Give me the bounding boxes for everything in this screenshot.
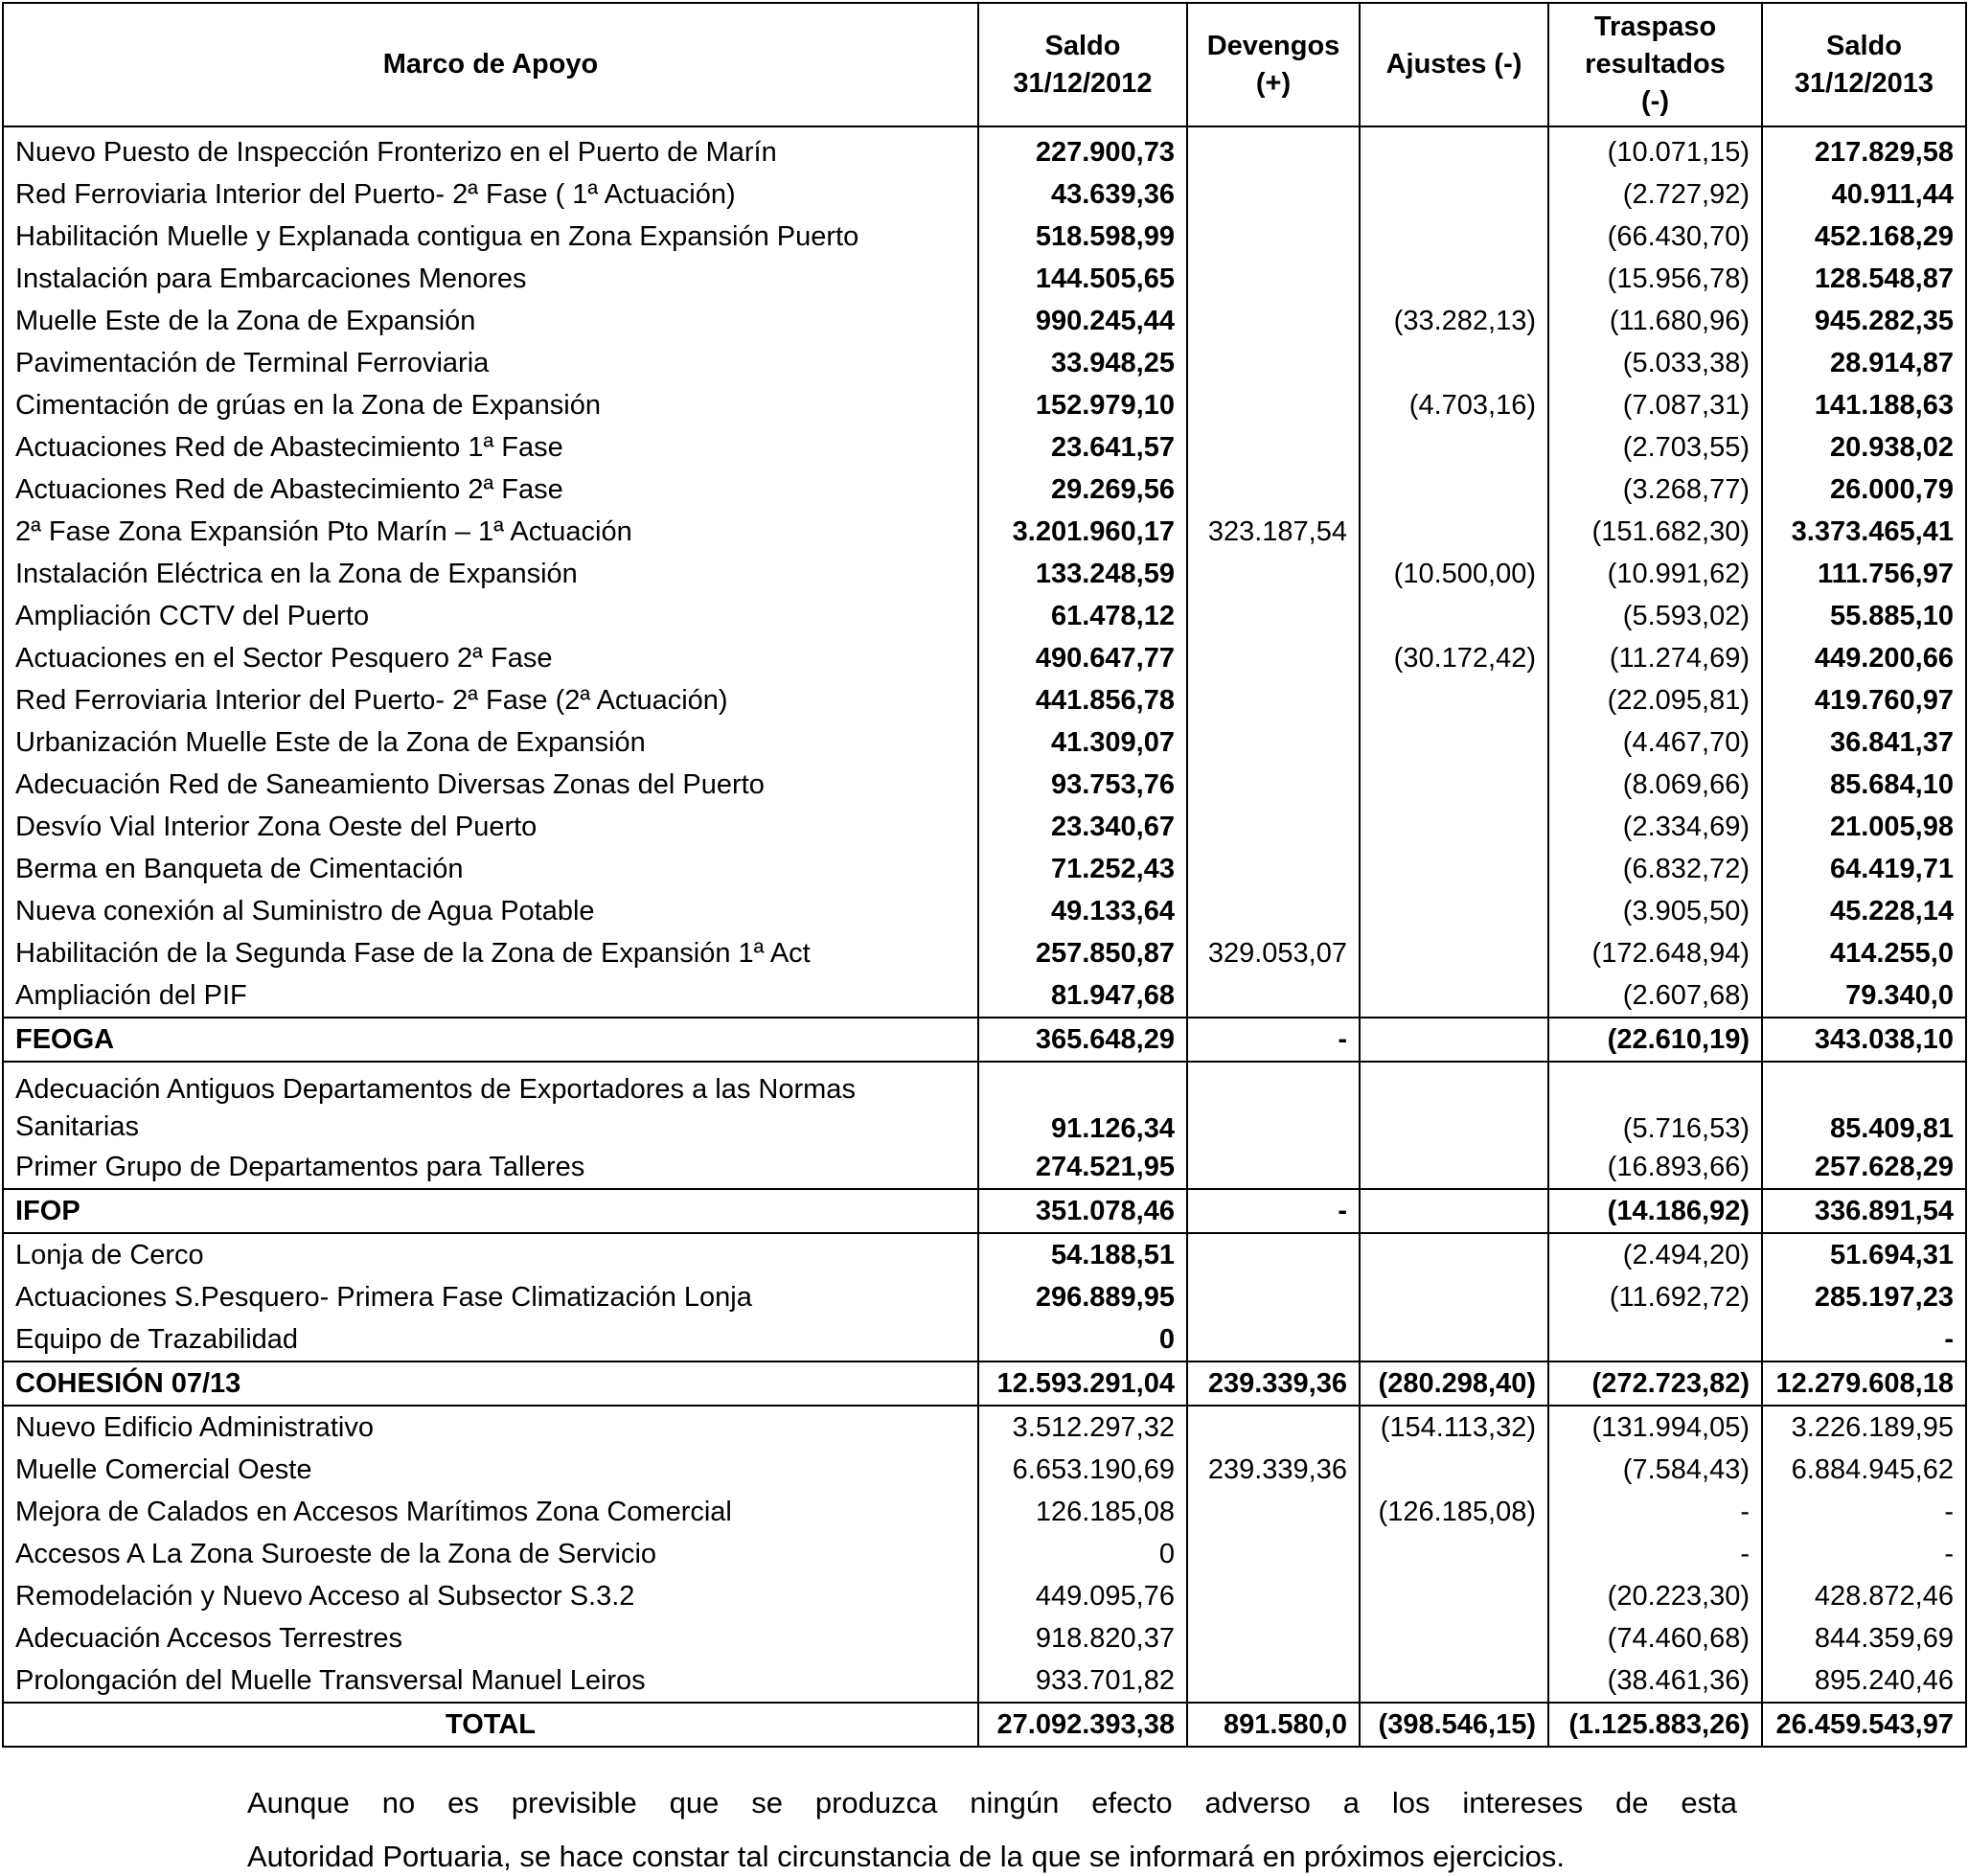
table-row bbox=[3, 764, 1966, 806]
table-row bbox=[3, 679, 1966, 721]
table-row bbox=[3, 974, 1966, 1018]
cell-traspaso: (131.994,05) bbox=[1548, 1406, 1762, 1449]
table-row bbox=[3, 553, 1966, 595]
cell-traspaso: - bbox=[1548, 1533, 1762, 1575]
cell-devengos bbox=[1187, 1575, 1360, 1617]
cell-saldo-2013: 85.684,10 bbox=[1762, 764, 1966, 806]
cell-traspaso: (14.186,92) bbox=[1548, 1189, 1762, 1233]
cell-devengos: 891.580,0 bbox=[1187, 1703, 1360, 1747]
cell-saldo-2012: 23.340,67 bbox=[978, 806, 1187, 848]
table-row bbox=[3, 637, 1966, 679]
cell-saldo-2012: 296.889,95 bbox=[978, 1276, 1187, 1318]
cell-saldo-2012: 23.641,57 bbox=[978, 426, 1187, 469]
cell-devengos bbox=[1187, 553, 1360, 595]
cell-devengos bbox=[1187, 126, 1360, 173]
cell-ajustes: (33.282,13) bbox=[1360, 300, 1548, 342]
cell-traspaso: (38.461,36) bbox=[1548, 1659, 1762, 1703]
cell-devengos bbox=[1187, 1062, 1360, 1146]
cell-saldo-2012: 933.701,82 bbox=[978, 1659, 1187, 1703]
cell-marco: Cimentación de grúas en la Zona de Expansión bbox=[3, 384, 978, 426]
cell-saldo-2013: 414.255,0 bbox=[1762, 932, 1966, 974]
header-saldo-2013-line2: 31/12/2013 bbox=[1794, 67, 1934, 99]
cell-saldo-2013: 79.340,0 bbox=[1762, 974, 1966, 1018]
cell-traspaso: (2.334,69) bbox=[1548, 806, 1762, 848]
cell-ajustes bbox=[1360, 932, 1548, 974]
cell-traspaso: (2.703,55) bbox=[1548, 426, 1762, 469]
cell-marco: Desvío Vial Interior Zona Oeste del Puerto bbox=[3, 806, 978, 848]
header-ajustes bbox=[1360, 3, 1548, 126]
cell-saldo-2013: 20.938,02 bbox=[1762, 426, 1966, 469]
cell-saldo-2012: 133.248,59 bbox=[978, 553, 1187, 595]
cell-traspaso: (6.832,72) bbox=[1548, 848, 1762, 890]
cell-marco: Ampliación CCTV del Puerto bbox=[3, 595, 978, 637]
cell-saldo-2013: 6.884.945,62 bbox=[1762, 1449, 1966, 1491]
cell-saldo-2012: 29.269,56 bbox=[978, 469, 1187, 511]
table-row bbox=[3, 1491, 1966, 1533]
cell-ajustes bbox=[1360, 126, 1548, 173]
cell-devengos bbox=[1187, 258, 1360, 300]
cell-saldo-2012: 144.505,65 bbox=[978, 258, 1187, 300]
cell-saldo-2013: 3.226.189,95 bbox=[1762, 1406, 1966, 1449]
cell-saldo-2012: 71.252,43 bbox=[978, 848, 1187, 890]
cell-devengos bbox=[1187, 721, 1360, 764]
cell-saldo-2013: 51.694,31 bbox=[1762, 1233, 1966, 1276]
cell-marco: Lonja de Cerco bbox=[3, 1233, 978, 1276]
cell-saldo-2012: 41.309,07 bbox=[978, 721, 1187, 764]
cell-devengos bbox=[1187, 806, 1360, 848]
cell-ajustes: (4.703,16) bbox=[1360, 384, 1548, 426]
cell-marco: Muelle Comercial Oeste bbox=[3, 1449, 978, 1491]
cell-saldo-2013: 343.038,10 bbox=[1762, 1018, 1966, 1062]
cell-devengos bbox=[1187, 848, 1360, 890]
cell-traspaso: (22.610,19) bbox=[1548, 1018, 1762, 1062]
cell-marco: COHESIÓN 07/13 bbox=[3, 1361, 978, 1406]
cell-marco: Red Ferroviaria Interior del Puerto- 2ª Fase (2ª Actuación) bbox=[3, 679, 978, 721]
cell-saldo-2012: 93.753,76 bbox=[978, 764, 1187, 806]
cell-saldo-2013: 28.914,87 bbox=[1762, 342, 1966, 384]
cell-devengos bbox=[1187, 216, 1360, 258]
cell-saldo-2012: 33.948,25 bbox=[978, 342, 1187, 384]
cell-traspaso: - bbox=[1548, 1491, 1762, 1533]
cell-saldo-2012: 518.598,99 bbox=[978, 216, 1187, 258]
cell-saldo-2012: 449.095,76 bbox=[978, 1575, 1187, 1617]
cell-saldo-2013: 21.005,98 bbox=[1762, 806, 1966, 848]
cell-saldo-2012: 81.947,68 bbox=[978, 974, 1187, 1018]
table-row bbox=[3, 1533, 1966, 1575]
cell-marco: Accesos A La Zona Suroeste de la Zona de Servicio bbox=[3, 1533, 978, 1575]
cell-marco: Habilitación Muelle y Explanada contigua en Zona Expansión Puerto bbox=[3, 216, 978, 258]
cell-saldo-2012: 490.647,77 bbox=[978, 637, 1187, 679]
cell-ajustes: (30.172,42) bbox=[1360, 637, 1548, 679]
cell-ajustes bbox=[1360, 1146, 1548, 1189]
header-traspaso-line3: (-) bbox=[1641, 86, 1669, 117]
cell-marco: Actuaciones Red de Abastecimiento 2ª Fase bbox=[3, 469, 978, 511]
cell-ajustes bbox=[1360, 426, 1548, 469]
cell-devengos bbox=[1187, 890, 1360, 932]
cell-ajustes bbox=[1360, 216, 1548, 258]
cell-saldo-2012: 54.188,51 bbox=[978, 1233, 1187, 1276]
cell-ajustes bbox=[1360, 511, 1548, 553]
header-marco bbox=[3, 3, 978, 126]
cell-ajustes bbox=[1360, 1276, 1548, 1318]
cell-traspaso: (5.033,38) bbox=[1548, 342, 1762, 384]
cell-traspaso: (74.460,68) bbox=[1548, 1617, 1762, 1659]
cell-traspaso: (20.223,30) bbox=[1548, 1575, 1762, 1617]
cell-marco: TOTAL bbox=[3, 1703, 978, 1747]
cell-devengos bbox=[1187, 1659, 1360, 1703]
table-row bbox=[3, 848, 1966, 890]
cell-ajustes bbox=[1360, 1318, 1548, 1361]
table-row bbox=[3, 595, 1966, 637]
header-saldo-2012-line2: 31/12/2012 bbox=[1013, 67, 1153, 99]
cell-devengos bbox=[1187, 1146, 1360, 1189]
header-traspaso-line2: resultados bbox=[1585, 49, 1726, 80]
cell-saldo-2013: 844.359,69 bbox=[1762, 1617, 1966, 1659]
cell-marco: Nuevo Edificio Administrativo bbox=[3, 1406, 978, 1449]
cell-devengos bbox=[1187, 384, 1360, 426]
cell-traspaso: (10.071,15) bbox=[1548, 126, 1762, 173]
cell-saldo-2012: 49.133,64 bbox=[978, 890, 1187, 932]
total-row bbox=[3, 1703, 1966, 1747]
cell-ajustes bbox=[1360, 1189, 1548, 1233]
table-row bbox=[3, 1449, 1966, 1491]
cell-ajustes: (154.113,32) bbox=[1360, 1406, 1548, 1449]
cell-marco: Actuaciones S.Pesquero- Primera Fase Climatización Lonja bbox=[3, 1276, 978, 1318]
cell-ajustes: (126.185,08) bbox=[1360, 1491, 1548, 1533]
cell-saldo-2012: 43.639,36 bbox=[978, 173, 1187, 216]
cell-devengos: 239.339,36 bbox=[1187, 1449, 1360, 1491]
cell-devengos: - bbox=[1187, 1018, 1360, 1062]
table-row bbox=[3, 890, 1966, 932]
cell-saldo-2013: 12.279.608,18 bbox=[1762, 1361, 1966, 1406]
cell-traspaso: (7.584,43) bbox=[1548, 1449, 1762, 1491]
table-row bbox=[3, 806, 1966, 848]
cell-ajustes bbox=[1360, 1062, 1548, 1146]
cell-traspaso: (11.680,96) bbox=[1548, 300, 1762, 342]
header-saldo-2013 bbox=[1762, 3, 1966, 126]
cell-saldo-2013: 40.911,44 bbox=[1762, 173, 1966, 216]
table-row bbox=[3, 1659, 1966, 1703]
cell-ajustes bbox=[1360, 1575, 1548, 1617]
cell-devengos: 323.187,54 bbox=[1187, 511, 1360, 553]
cell-ajustes bbox=[1360, 1233, 1548, 1276]
cell-traspaso: (15.956,78) bbox=[1548, 258, 1762, 300]
cell-saldo-2013: - bbox=[1762, 1318, 1966, 1361]
cell-ajustes bbox=[1360, 595, 1548, 637]
cell-marco: FEOGA bbox=[3, 1018, 978, 1062]
cell-saldo-2012: 6.653.190,69 bbox=[978, 1449, 1187, 1491]
cell-devengos: 329.053,07 bbox=[1187, 932, 1360, 974]
group-row bbox=[3, 1189, 1966, 1233]
cell-marco: Adecuación Antiguos Departamentos de Exportadores a las Normas Sanitarias bbox=[3, 1062, 978, 1146]
cell-devengos bbox=[1187, 1233, 1360, 1276]
header-traspaso bbox=[1548, 3, 1762, 126]
cell-traspaso: (66.430,70) bbox=[1548, 216, 1762, 258]
table-row bbox=[3, 1062, 1966, 1146]
cell-ajustes bbox=[1360, 1018, 1548, 1062]
cell-saldo-2012: 126.185,08 bbox=[978, 1491, 1187, 1533]
header-traspaso-line1: Traspaso bbox=[1593, 11, 1717, 42]
cell-ajustes bbox=[1360, 469, 1548, 511]
table-row bbox=[3, 1575, 1966, 1617]
group-row bbox=[3, 1018, 1966, 1062]
table-row bbox=[3, 469, 1966, 511]
cell-marco: Prolongación del Muelle Transversal Manuel Leiros bbox=[3, 1659, 978, 1703]
cell-saldo-2013: 55.885,10 bbox=[1762, 595, 1966, 637]
cell-saldo-2013: 449.200,66 bbox=[1762, 637, 1966, 679]
cell-saldo-2013: - bbox=[1762, 1491, 1966, 1533]
cell-traspaso bbox=[1548, 1318, 1762, 1361]
table-row bbox=[3, 1406, 1966, 1449]
cell-traspaso: (8.069,66) bbox=[1548, 764, 1762, 806]
cell-marco: Habilitación de la Segunda Fase de la Zona de Expansión 1ª Act bbox=[3, 932, 978, 974]
cell-marco: 2ª Fase Zona Expansión Pto Marín – 1ª Actuación bbox=[3, 511, 978, 553]
cell-saldo-2012: 61.478,12 bbox=[978, 595, 1187, 637]
cell-ajustes bbox=[1360, 679, 1548, 721]
cell-ajustes: (398.546,15) bbox=[1360, 1703, 1548, 1747]
cell-ajustes bbox=[1360, 342, 1548, 384]
table-row bbox=[3, 1233, 1966, 1276]
cell-devengos bbox=[1187, 595, 1360, 637]
cell-traspaso: (10.991,62) bbox=[1548, 553, 1762, 595]
cell-ajustes bbox=[1360, 258, 1548, 300]
cell-traspaso: (2.727,92) bbox=[1548, 173, 1762, 216]
cell-saldo-2013: - bbox=[1762, 1533, 1966, 1575]
cell-marco: Remodelación y Nuevo Acceso al Subsector S.3.2 bbox=[3, 1575, 978, 1617]
table-row bbox=[3, 216, 1966, 258]
header-row bbox=[3, 3, 1966, 126]
cell-marco: Actuaciones Red de Abastecimiento 1ª Fase bbox=[3, 426, 978, 469]
cell-ajustes bbox=[1360, 1533, 1548, 1575]
cell-traspaso: (5.716,53) bbox=[1548, 1062, 1762, 1146]
cell-devengos: 239.339,36 bbox=[1187, 1361, 1360, 1406]
cell-ajustes bbox=[1360, 974, 1548, 1018]
cell-devengos: - bbox=[1187, 1189, 1360, 1233]
cell-saldo-2013: 45.228,14 bbox=[1762, 890, 1966, 932]
cell-devengos bbox=[1187, 974, 1360, 1018]
cell-devengos bbox=[1187, 1491, 1360, 1533]
cell-marco: Red Ferroviaria Interior del Puerto- 2ª Fase ( 1ª Actuación) bbox=[3, 173, 978, 216]
cell-saldo-2012: 3.201.960,17 bbox=[978, 511, 1187, 553]
cell-saldo-2013: 285.197,23 bbox=[1762, 1276, 1966, 1318]
cell-traspaso: (5.593,02) bbox=[1548, 595, 1762, 637]
cell-ajustes bbox=[1360, 806, 1548, 848]
cell-traspaso: (4.467,70) bbox=[1548, 721, 1762, 764]
header-devengos-line2: (+) bbox=[1255, 67, 1292, 99]
cell-marco: Primer Grupo de Departamentos para Talleres bbox=[3, 1146, 978, 1189]
table-row bbox=[3, 1146, 1966, 1189]
table-row bbox=[3, 932, 1966, 974]
cell-ajustes: (280.298,40) bbox=[1360, 1361, 1548, 1406]
cell-traspaso: (2.607,68) bbox=[1548, 974, 1762, 1018]
cell-saldo-2012: 918.820,37 bbox=[978, 1617, 1187, 1659]
cell-devengos bbox=[1187, 1533, 1360, 1575]
table-row bbox=[3, 173, 1966, 216]
cell-devengos bbox=[1187, 1276, 1360, 1318]
cell-ajustes bbox=[1360, 890, 1548, 932]
table-row bbox=[3, 384, 1966, 426]
cell-marco: Urbanización Muelle Este de la Zona de Expansión bbox=[3, 721, 978, 764]
note-paragraph-line2: Autoridad Portuaria, se hace constar tal circunstancia de la que se informará en próximos ejercicios. bbox=[247, 1840, 1566, 1873]
cell-saldo-2012: 0 bbox=[978, 1318, 1187, 1361]
cell-saldo-2012: 27.092.393,38 bbox=[978, 1703, 1187, 1747]
cell-devengos bbox=[1187, 764, 1360, 806]
cell-saldo-2013: 128.548,87 bbox=[1762, 258, 1966, 300]
header-devengos bbox=[1187, 3, 1360, 126]
cell-traspaso: (2.494,20) bbox=[1548, 1233, 1762, 1276]
header-saldo-2012 bbox=[978, 3, 1187, 126]
cell-marco: Muelle Este de la Zona de Expansión bbox=[3, 300, 978, 342]
cell-marco: Instalación Eléctrica en la Zona de Expansión bbox=[3, 553, 978, 595]
cell-traspaso: (11.692,72) bbox=[1548, 1276, 1762, 1318]
header-devengos-line1: Devengos bbox=[1206, 30, 1340, 61]
cell-traspaso: (272.723,82) bbox=[1548, 1361, 1762, 1406]
cell-saldo-2013: 945.282,35 bbox=[1762, 300, 1966, 342]
cell-saldo-2012: 152.979,10 bbox=[978, 384, 1187, 426]
cell-marco: Equipo de Trazabilidad bbox=[3, 1318, 978, 1361]
cell-traspaso: (3.905,50) bbox=[1548, 890, 1762, 932]
cell-marco: Nueva conexión al Suministro de Agua Potable bbox=[3, 890, 978, 932]
cell-saldo-2013: 336.891,54 bbox=[1762, 1189, 1966, 1233]
table-row bbox=[3, 300, 1966, 342]
cell-marco: Adecuación Red de Saneamiento Diversas Zonas del Puerto bbox=[3, 764, 978, 806]
cell-saldo-2013: 895.240,46 bbox=[1762, 1659, 1966, 1703]
cell-saldo-2013: 452.168,29 bbox=[1762, 216, 1966, 258]
table-row bbox=[3, 126, 1966, 173]
cell-saldo-2013: 217.829,58 bbox=[1762, 126, 1966, 173]
table-body bbox=[3, 126, 1966, 1747]
cell-saldo-2012: 3.512.297,32 bbox=[978, 1406, 1187, 1449]
table-row bbox=[3, 721, 1966, 764]
cell-saldo-2012: 257.850,87 bbox=[978, 932, 1187, 974]
cell-saldo-2013: 419.760,97 bbox=[1762, 679, 1966, 721]
cell-ajustes: (10.500,00) bbox=[1360, 553, 1548, 595]
table-row bbox=[3, 342, 1966, 384]
cell-devengos bbox=[1187, 1617, 1360, 1659]
table-row bbox=[3, 426, 1966, 469]
cell-devengos bbox=[1187, 1318, 1360, 1361]
cell-marco: Pavimentación de Terminal Ferroviaria bbox=[3, 342, 978, 384]
header-marco-label: Marco de Apoyo bbox=[382, 49, 599, 80]
note-paragraph-line1: Aunque no es previsible que se produzca ningún efecto adverso a los intereses de esta bbox=[247, 1786, 1737, 1819]
cell-traspaso: (172.648,94) bbox=[1548, 932, 1762, 974]
cell-saldo-2012: 0 bbox=[978, 1533, 1187, 1575]
cell-traspaso: (3.268,77) bbox=[1548, 469, 1762, 511]
cell-saldo-2013: 141.188,63 bbox=[1762, 384, 1966, 426]
cell-devengos bbox=[1187, 173, 1360, 216]
cell-marco: Instalación para Embarcaciones Menores bbox=[3, 258, 978, 300]
cell-saldo-2013: 26.459.543,97 bbox=[1762, 1703, 1966, 1747]
cell-saldo-2012: 351.078,46 bbox=[978, 1189, 1187, 1233]
table-row bbox=[3, 511, 1966, 553]
cell-saldo-2012: 990.245,44 bbox=[978, 300, 1187, 342]
cell-devengos bbox=[1187, 637, 1360, 679]
cell-devengos bbox=[1187, 1406, 1360, 1449]
cell-saldo-2013: 36.841,37 bbox=[1762, 721, 1966, 764]
table-row bbox=[3, 1617, 1966, 1659]
cell-saldo-2012: 441.856,78 bbox=[978, 679, 1187, 721]
cell-marco: Mejora de Calados en Accesos Marítimos Zona Comercial bbox=[3, 1491, 978, 1533]
cell-saldo-2013: 111.756,97 bbox=[1762, 553, 1966, 595]
cell-traspaso: (22.095,81) bbox=[1548, 679, 1762, 721]
cell-saldo-2012: 274.521,95 bbox=[978, 1146, 1187, 1189]
cell-saldo-2013: 85.409,81 bbox=[1762, 1062, 1966, 1146]
cell-ajustes bbox=[1360, 1449, 1548, 1491]
group-row bbox=[3, 1361, 1966, 1406]
cell-marco: Adecuación Accesos Terrestres bbox=[3, 1617, 978, 1659]
cell-ajustes bbox=[1360, 1659, 1548, 1703]
header-saldo-2012-line1: Saldo bbox=[1044, 30, 1121, 61]
cell-saldo-2012: 365.648,29 bbox=[978, 1018, 1187, 1062]
cell-ajustes bbox=[1360, 1617, 1548, 1659]
cell-marco: Actuaciones en el Sector Pesquero 2ª Fase bbox=[3, 637, 978, 679]
table-row bbox=[3, 1276, 1966, 1318]
cell-devengos bbox=[1187, 426, 1360, 469]
cell-saldo-2012: 227.900,73 bbox=[978, 126, 1187, 173]
cell-traspaso: (151.682,30) bbox=[1548, 511, 1762, 553]
cell-devengos bbox=[1187, 300, 1360, 342]
cell-devengos bbox=[1187, 342, 1360, 384]
cell-saldo-2013: 428.872,46 bbox=[1762, 1575, 1966, 1617]
table-row bbox=[3, 258, 1966, 300]
cell-saldo-2013: 3.373.465,41 bbox=[1762, 511, 1966, 553]
header-ajustes-label: Ajustes (-) bbox=[1385, 49, 1522, 80]
cell-traspaso: (1.125.883,26) bbox=[1548, 1703, 1762, 1747]
cell-traspaso: (11.274,69) bbox=[1548, 637, 1762, 679]
cell-ajustes bbox=[1360, 721, 1548, 764]
cell-saldo-2013: 26.000,79 bbox=[1762, 469, 1966, 511]
cell-saldo-2013: 257.628,29 bbox=[1762, 1146, 1966, 1189]
cell-ajustes bbox=[1360, 173, 1548, 216]
cell-ajustes bbox=[1360, 848, 1548, 890]
cell-traspaso: (7.087,31) bbox=[1548, 384, 1762, 426]
support-framework-table bbox=[2, 2, 1967, 1748]
cell-marco: Berma en Banqueta de Cimentación bbox=[3, 848, 978, 890]
cell-saldo-2012: 91.126,34 bbox=[978, 1062, 1187, 1146]
table-row bbox=[3, 1318, 1966, 1361]
cell-devengos bbox=[1187, 469, 1360, 511]
cell-marco: Nuevo Puesto de Inspección Fronterizo en el Puerto de Marín bbox=[3, 126, 978, 173]
header-saldo-2013-line1: Saldo bbox=[1826, 30, 1902, 61]
cell-marco: Ampliación del PIF bbox=[3, 974, 978, 1018]
cell-devengos bbox=[1187, 679, 1360, 721]
cell-ajustes bbox=[1360, 764, 1548, 806]
cell-traspaso: (16.893,66) bbox=[1548, 1146, 1762, 1189]
cell-saldo-2012: 12.593.291,04 bbox=[978, 1361, 1187, 1406]
cell-marco: IFOP bbox=[3, 1189, 978, 1233]
cell-saldo-2013: 64.419,71 bbox=[1762, 848, 1966, 890]
